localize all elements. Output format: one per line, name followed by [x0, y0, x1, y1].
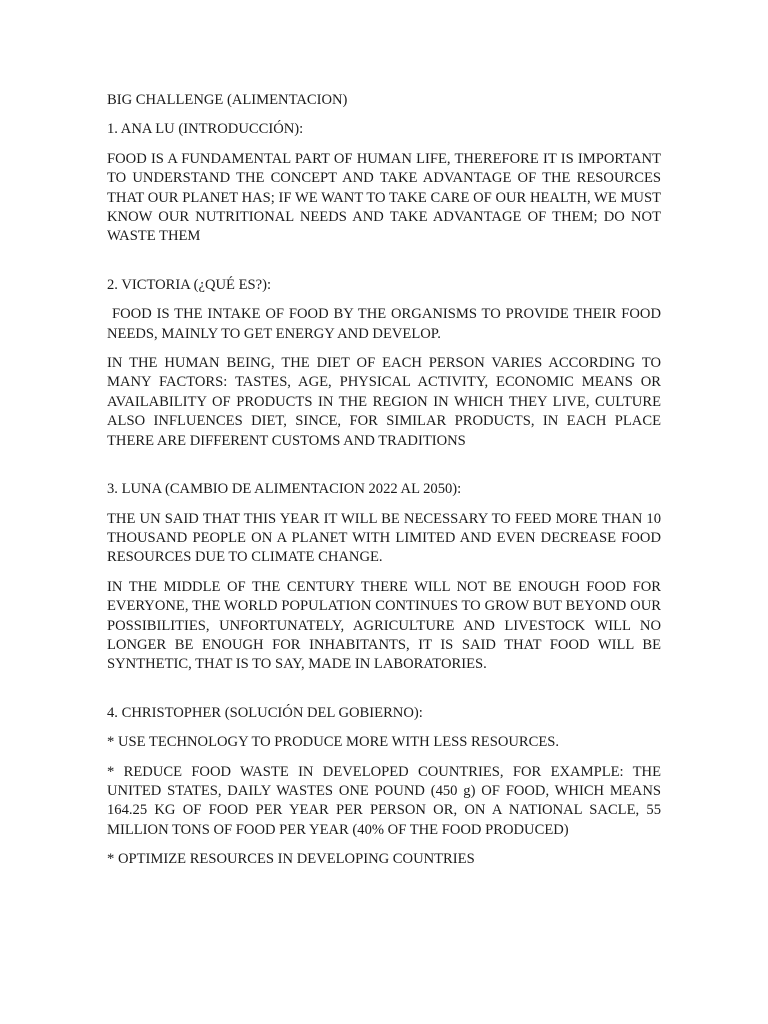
- section-paragraph: FOOD IS A FUNDAMENTAL PART OF HUMAN LIFE, THEREFORE IT IS IMPORTANT TO UNDERSTAND THE CONCEPT AND TAKE ADVANTAGE OF THE RESOURCES THAT OUR PLANET HAS; IF WE WANT TO TAKE CARE OF OUR HEALTH, WE MUST KNOW OUR NUTRITIONAL NEEDS AND TAKE ADVANTAGE OF THEM; DO NOT WASTE THEM: [107, 150, 661, 245]
- section-heading: 2. VICTORIA (¿QUÉ ES?):: [107, 276, 272, 293]
- document-title: BIG CHALLENGE (ALIMENTACION): [107, 92, 348, 108]
- bullet-item: * OPTIMIZE RESOURCES IN DEVELOPING COUNTRIES: [107, 851, 475, 868]
- document-page: [107, 91, 661, 880]
- section-victoria: [107, 276, 661, 451]
- section-paragraph: FOOD IS THE INTAKE OF FOOD BY THE ORGANISMS TO PROVIDE THEIR FOOD NEEDS, MAINLY TO GET ENERGY AND DEVELOP.: [107, 306, 661, 342]
- section-heading: 4. CHRISTOPHER (SOLUCIÓN DEL GOBIERNO):: [107, 704, 423, 721]
- section-heading: 1. ANA LU (INTRODUCCIÓN):: [107, 121, 304, 138]
- section-ana-lu: [107, 120, 661, 246]
- bullet-item: * REDUCE FOOD WASTE IN DEVELOPED COUNTRIES, FOR EXAMPLE: THE UNITED STATES, DAILY WASTES ONE POUND (450 g) OF FOOD, WHICH MEANS 164.25 KG OF FOOD PER YEAR PER PERSON OR, ON A NATIONAL SACLE, 55 MILLION TONS OF FOOD PER YEAR (40% OF THE FOOD PRODUCED): [107, 763, 661, 838]
- section-paragraph: THE UN SAID THAT THIS YEAR IT WILL BE NECESSARY TO FEED MORE THAN 10 THOUSAND PEOPLE ON A PLANET WITH LIMITED AND EVEN DECREASE FOOD RESOURCES DUE TO CLIMATE CHANGE.: [107, 510, 661, 566]
- section-paragraph: IN THE HUMAN BEING, THE DIET OF EACH PERSON VARIES ACCORDING TO MANY FACTORS: TASTES, AGE, PHYSICAL ACTIVITY, ECONOMIC MEANS OR AVAILABILITY OF PRODUCTS IN THE REGION IN WHICH THEY LIVE, CULTURE ALSO INFLUENCES DIET, SINCE, FOR SIMILAR PRODUCTS, IN EACH PLACE THERE ARE DIFFERENT CUSTOMS AND TRADITIONS: [107, 355, 661, 449]
- bullet-item: * USE TECHNOLOGY TO PRODUCE MORE WITH LESS RESOURCES.: [107, 734, 560, 751]
- section-paragraph: IN THE MIDDLE OF THE CENTURY THERE WILL NOT BE ENOUGH FOOD FOR EVERYONE, THE WORLD POPULATION CONTINUES TO GROW BUT BEYOND OUR POSSIBILITIES, UNFORTUNATELY, AGRICULTURE AND LIVESTOCK WILL NO LONGER BE ENOUGH FOR INHABITANTS, IT IS SAID THAT FOOD WILL BE SYNTHETIC, THAT IS TO SAY, MADE IN LABORATORIES.: [107, 578, 661, 673]
- section-heading: 3. LUNA (CAMBIO DE ALIMENTACION 2022 AL 2050):: [107, 481, 462, 498]
- section-christopher: [107, 704, 661, 870]
- section-luna: [107, 480, 661, 675]
